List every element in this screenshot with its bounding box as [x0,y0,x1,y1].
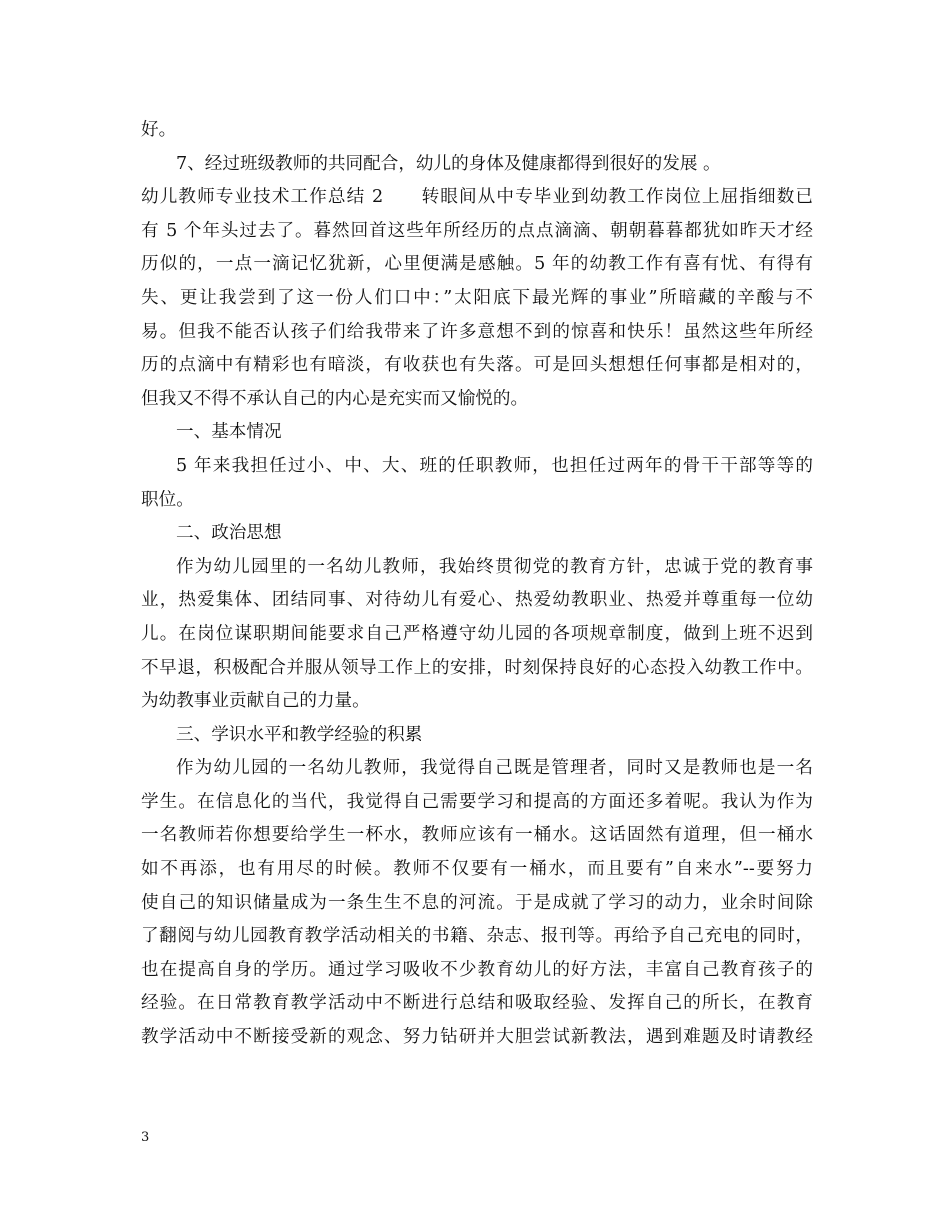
text-line: 业，热爱集体、团结同事、对待幼儿有爱心、热爱幼教职业、热爱并尊重每一位幼 [141,590,813,611]
text-line: 7、经过班级教师的共同配合，幼儿的身体及健康都得到很好的发展 。 [176,153,721,174]
text-line: 不早退，积极配合并服从领导工作上的安排，时刻保持良好的心态投入幼教工作中。 [141,657,813,678]
text-line: 儿。在岗位谋职期间能要求自己严格遵守幼儿园的各项规章制度，做到上班不迟到 [141,623,813,644]
text-line: 失、更让我尝到了这一份人们口中：”太阳底下最光辉的事业”所暗藏的辛酸与不 [141,287,813,308]
text-line: 也在提高自身的学历。通过学习吸收不少教育幼儿的好方法，丰富自己教育孩子的 [141,959,813,980]
body-text [141,114,813,1055]
text-line: 二、政治思想 [176,523,282,544]
text-line: 幼儿教师专业技术工作总结 2 转眼间从中专毕业到幼教工作岗位上屈指细数已 [141,187,813,208]
text-line: 有 5 个年头过去了。暮然回首这些年所经历的点点滴滴、朝朝暮暮都犹如昨天才经 [141,220,813,241]
text-line: 一名教师若你想要给学生一杯水，教师应该有一桶水。这话固然有道理，但一桶水 [141,825,813,846]
text-line: 职位。 [141,489,194,510]
text-line: 使自己的知识储量成为一条生生不息的河流。于是成就了学习的动力，业余时间除 [141,892,813,913]
text-line: 历似的，一点一滴记忆犹新，心里便满是感触。5 年的幼教工作有喜有忧、有得有 [141,254,813,275]
text-line: 经验。在日常教育教学活动中不断进行总结和吸取经验、发挥自己的所长，在教育 [141,993,813,1014]
text-line: 历的点滴中有精彩也有暗淡，有收获也有失落。可是回头想想任何事都是相对的， [141,355,813,376]
text-line: 为幼教事业贡献自己的力量。 [141,691,370,712]
text-line: 一、基本情况 [176,422,282,443]
text-line: 5 年来我担任过小、中、大、班的任职教师，也担任过两年的骨干干部等等的 [176,455,813,476]
text-line: 但我又不得不承认自己的内心是充实而又愉悦的。 [141,388,529,409]
text-line: 作为幼儿园的一名幼儿教师，我觉得自己既是管理者，同时又是教师也是一名 [176,758,813,779]
text-line: 作为幼儿园里的一名幼儿教师，我始终贯彻党的教育方针，忠诚于党的教育事 [176,556,813,577]
page-number: 3 [141,1130,150,1145]
text-line: 三、学识水平和教学经验的积累 [176,724,423,745]
text-line: 如不再添，也有用尽的时候。教师不仅要有一桶水，而且要有”自来水”--要努力 [141,859,813,880]
text-line: 学生。在信息化的当代，我觉得自己需要学习和提高的方面还多着呢。我认为作为 [141,791,813,812]
text-line: 易。但我不能否认孩子们给我带来了许多意想不到的惊喜和快乐！虽然这些年所经 [141,321,813,342]
text-line: 教学活动中不断接受新的观念、努力钻研并大胆尝试新教法，遇到难题及时请教经 [141,1027,813,1048]
text-line: 了翻阅与幼儿园教育教学活动相关的书籍、杂志、报刊等。再给予自己充电的同时， [141,926,813,947]
text-line: 好。 [141,120,177,140]
